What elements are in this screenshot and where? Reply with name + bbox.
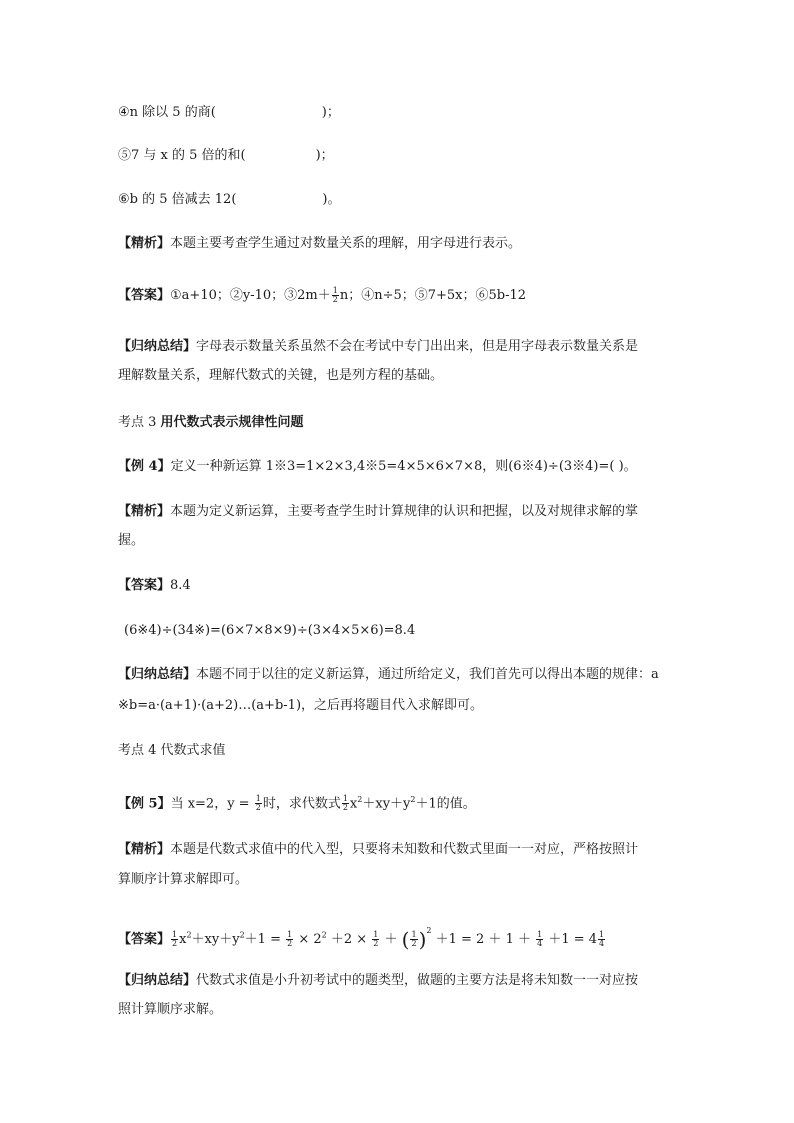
item-6 [118, 191, 340, 209]
analysis-2-line-1 [118, 503, 638, 521]
section-prefix: 考点 3 [118, 415, 161, 430]
calculation-text: (6※4)÷(34※)=(6×7×8×9)÷(3×4×5×6)=8.4 [124, 623, 416, 638]
fraction-half: $\frac{1}{2}$ [373, 930, 379, 948]
item-6-suffix: )。 [322, 192, 341, 207]
answer-text: x [179, 932, 187, 947]
section-4-heading [118, 742, 226, 760]
summary-text: ※b=a·(a+1)·(a+2)…(a+b-1)，之后再将题目代入求解即可。 [118, 698, 484, 713]
summary-3-line-2 [118, 1001, 222, 1019]
answer-text: ＋1 = [244, 932, 286, 947]
summary-3-line-1 [118, 972, 638, 990]
analysis-tag: 【精析】 [118, 236, 171, 251]
example-5 [118, 791, 476, 813]
answer-text: ＋1 = 2 ＋ 1 ＋ [431, 932, 536, 947]
item-5-suffix: )； [315, 148, 334, 163]
fraction-quarter: $\frac{1}{4}$ [537, 930, 543, 948]
item-4-prefix: ④n 除以 5 的商( [118, 105, 216, 120]
example-text: 当 x=2，y = [170, 796, 254, 812]
summary-text: 照计算顺序求解。 [118, 1002, 223, 1017]
open-paren: ( [401, 927, 410, 952]
fraction-half: $\frac{1}{2}$ [342, 794, 348, 813]
analysis-3-line-1 [118, 841, 638, 859]
close-paren: ) [418, 927, 427, 952]
summary-1-line-2 [118, 367, 443, 385]
answer-text-b: n；④n÷5；⑤7+5x；⑥5b-12 [339, 288, 527, 303]
summary-2-line-2 [118, 697, 483, 715]
answer-text: × 2 [294, 932, 322, 947]
analysis-tag: 【精析】 [118, 842, 171, 857]
item-4-suffix: )； [321, 105, 340, 120]
calculation-2 [124, 622, 415, 640]
section-title: 用代数式表示规律性问题 [160, 415, 304, 430]
fraction-half: $\frac{1}{2}$ [332, 286, 338, 304]
section-title: 考点 4 代数式求值 [118, 743, 226, 758]
example-tag: 【例 5】 [118, 796, 171, 812]
analysis-text: 本题为定义新运算，主要考查学生时计算规律的认识和把握，以及对规律求解的掌 [170, 504, 639, 519]
summary-text: 字母表示数量关系虽然不会在考试中专门出出来，但是用字母表示数量关系是 [196, 339, 639, 354]
fraction-half: $\frac{1}{2}$ [172, 930, 178, 948]
example-text: 定义一种新运算 1※3=1×2×3,4※5=4×5×6×7×8，则(6※4)÷(3※4)=( )。 [170, 459, 637, 474]
example-text: ＋xy＋y [362, 796, 411, 812]
fraction-half: $\frac{1}{2}$ [411, 930, 417, 948]
fraction-quarter: $\frac{1}{4}$ [599, 930, 605, 948]
fraction-half: $\frac{1}{2}$ [255, 794, 261, 813]
answer-text-a: ①a+10；②y-10；③2m＋ [170, 288, 331, 303]
item-5 [118, 147, 334, 165]
exponent: 2 [410, 795, 416, 804]
summary-text: 理解数量关系，理解代数式的关键，也是列方程的基础。 [118, 368, 444, 383]
summary-2-line-1 [118, 666, 659, 684]
analysis-3-line-2 [118, 871, 248, 889]
section-3-heading [118, 414, 304, 432]
answer-1 [118, 287, 526, 305]
analysis-text: 本题是代数式求值中的代入型，只要将未知数和代数式里面一一对应，严格按照计 [170, 842, 639, 857]
answer-value: 8.4 [170, 578, 191, 593]
summary-text: 本题不同于以往的定义新运算，通过所给定义，我们首先可以得出本题的规律：a [196, 667, 659, 682]
answer-text: ＋1 = 4 [544, 932, 598, 947]
summary-tag: 【归纳总结】 [118, 667, 197, 682]
answer-text: ＋ [380, 932, 402, 947]
example-text: ＋1的值。 [415, 796, 476, 812]
exponent: 2 [426, 926, 432, 935]
answer-2 [118, 577, 191, 595]
example-tag: 【例 4】 [118, 459, 171, 474]
summary-tag: 【归纳总结】 [118, 339, 197, 354]
exponent: 2 [239, 930, 245, 940]
example-text: x [349, 796, 358, 812]
analysis-1 [118, 235, 521, 253]
item-6-prefix: ⑥b 的 5 倍减去 12( [118, 192, 237, 207]
summary-1-line-1 [118, 338, 638, 356]
item-4 [118, 104, 340, 122]
summary-text: 代数式求值是小升初考试中的题类型，做题的主要方法是将未知数一一对应按 [196, 973, 639, 988]
example-4 [118, 458, 637, 476]
analysis-text: 握。 [118, 533, 145, 548]
fraction-half: $\frac{1}{2}$ [287, 930, 293, 948]
item-5-prefix: ⑤7 与 x 的 5 倍的和( [118, 148, 246, 163]
answer-3 [118, 922, 606, 952]
answer-text: ＋2 × [326, 932, 372, 947]
answer-tag: 【答案】 [118, 288, 171, 303]
analysis-text: 算顺序计算求解即可。 [118, 872, 249, 887]
analysis-text: 本题主要考查学生通过对数量关系的理解，用字母进行表示。 [170, 236, 522, 251]
example-text: 时，求代数式 [262, 796, 341, 812]
answer-tag: 【答案】 [118, 932, 171, 947]
analysis-tag: 【精析】 [118, 504, 171, 519]
exponent: 2 [357, 795, 363, 804]
summary-tag: 【归纳总结】 [118, 973, 197, 988]
exponent: 2 [186, 930, 192, 940]
answer-tag: 【答案】 [118, 578, 171, 593]
answer-text: ＋xy＋y [191, 932, 240, 947]
analysis-2-line-2 [118, 532, 144, 550]
exponent: 2 [321, 930, 327, 940]
